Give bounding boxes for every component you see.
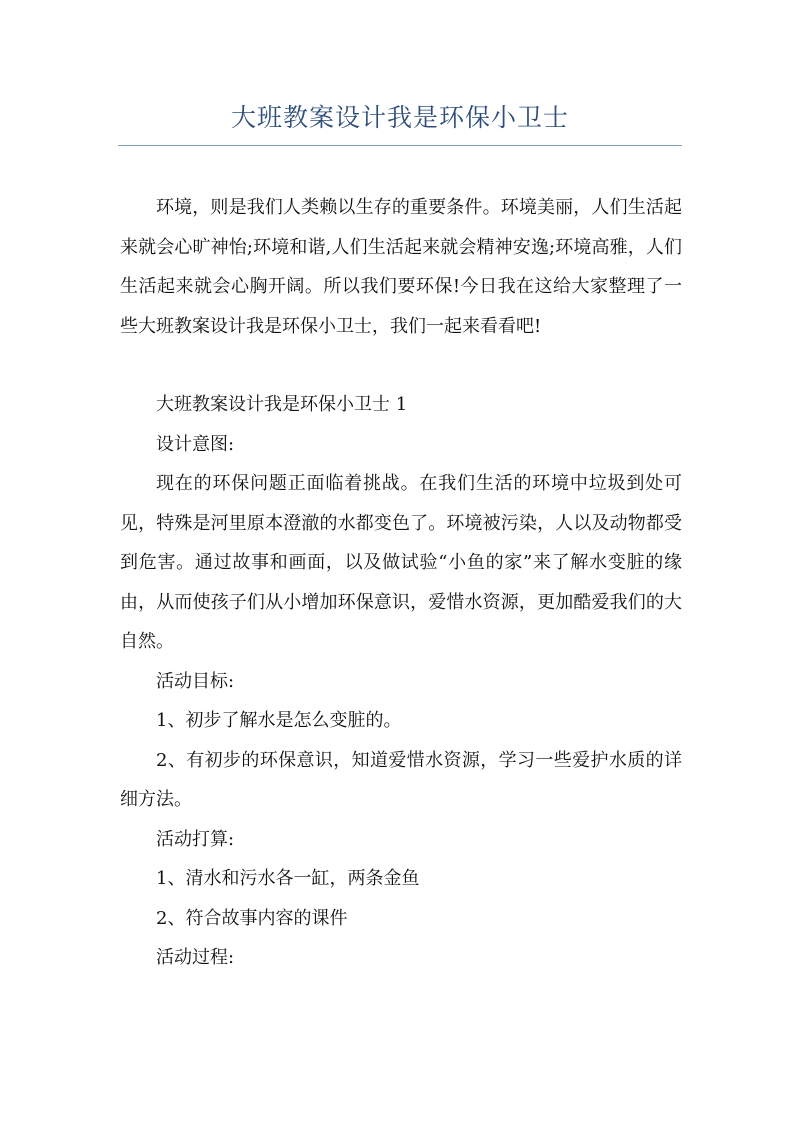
- design-intent-paragraph: 现在的环保问题正面临着挑战。在我们生活的环境中垃圾到处可见，特殊是河里原本澄澈的水都变色了。环境被污染，人以及动物都受到危害。通过故事和画面，以及做试验“小鱼的家”来了解水变脏的缘由，从而使孩子们从小增加环保意识，爱惜水资源，更加酷爱我们的大自然。: [120, 473, 682, 652]
- activity-goals-label: 活动目标:: [156, 670, 235, 692]
- design-intent-label: 设计意图:: [156, 433, 235, 455]
- prep-item-1: 1、清水和污水各一缸，两条金鱼: [156, 868, 420, 889]
- activity-prep-label: 活动打算:: [156, 828, 235, 850]
- title-underline: [118, 145, 682, 146]
- intro-paragraph: 环境，则是我们人类赖以生存的重要条件。环境美丽，人们生活起来就会心旷神怡;环境和谐,人们生活起来就会精神安逸;环境高雅，人们生活起来就会心胸开阔。所以我们要环保!今日我在这给大家整理了一些大班教案设计我是环保小卫士，我们一起来看看吧!: [120, 197, 682, 337]
- goal-item-2: 2、有初步的环保意识，知道爱惜水资源，学习一些爱护水质的详细方法。: [120, 749, 682, 810]
- document-body: [120, 188, 682, 978]
- goal-item-1: 1、初步了解水是怎么变脏的。: [156, 710, 402, 731]
- activity-process-label: 活动过程:: [156, 947, 235, 968]
- document-title: 大班教案设计我是环保小卫士: [230, 103, 569, 132]
- prep-item-2: 2、符合故事内容的课件: [156, 907, 348, 929]
- section-heading: 大班教案设计我是环保小卫士 1: [156, 394, 408, 415]
